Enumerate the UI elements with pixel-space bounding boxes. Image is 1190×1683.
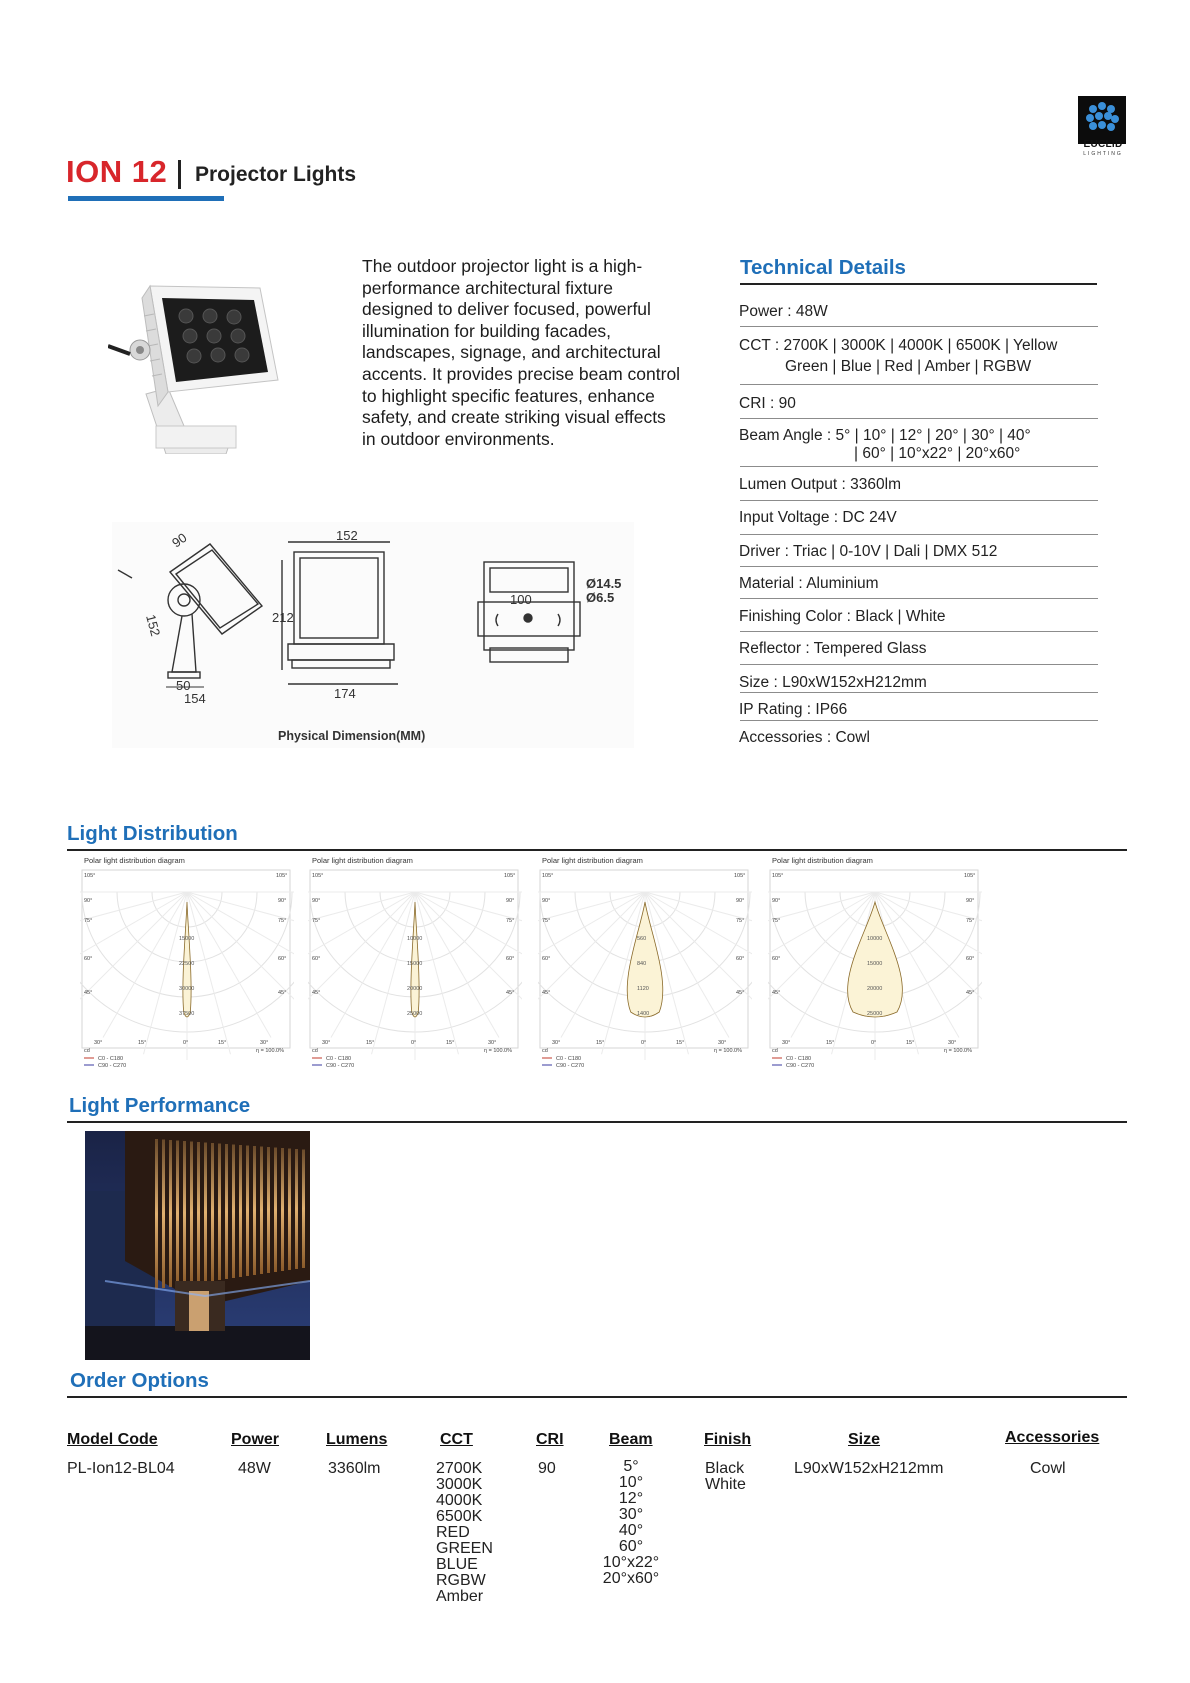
polar-radial <box>80 892 187 935</box>
product-title: Projector Lights <box>195 163 357 186</box>
polar-angle-label: 30° <box>718 1040 727 1046</box>
tech-finishing-color: Finishing Color : Black | White <box>739 608 946 625</box>
facade-fin <box>267 1147 270 1273</box>
polar-diagram-4 <box>768 856 982 1086</box>
polar-ring-label: 25000 <box>867 1011 883 1017</box>
polar-ring-label: 1400 <box>637 1011 650 1017</box>
polar-ring-label: 560 <box>637 936 647 942</box>
polar-efficiency-label: η = 100.0% <box>484 1048 512 1054</box>
cct-option: 3000K <box>436 1476 483 1493</box>
polar-angle-label: 75° <box>542 918 551 924</box>
polar-efficiency-label: η = 100.0% <box>714 1048 742 1054</box>
tech-divider <box>740 466 1098 467</box>
polar-angle-label: 45° <box>84 990 93 996</box>
cct-option: 6500K <box>436 1508 483 1525</box>
facade-fin <box>204 1143 207 1283</box>
polar-angle-label: 0° <box>641 1040 647 1046</box>
facade-fin <box>225 1144 228 1279</box>
polar-angle-label: 90° <box>312 898 321 904</box>
polar-radial <box>80 892 187 976</box>
polar-angle-label: 0° <box>183 1040 189 1046</box>
polar-diagram-3 <box>538 856 752 1086</box>
polar-beam-lobe <box>848 902 903 1017</box>
polar-radial <box>331 892 415 1037</box>
col-header-cct: CCT <box>440 1431 473 1448</box>
polar-angle-label: 60° <box>966 956 975 962</box>
cct-option: RGBW <box>436 1572 486 1589</box>
polar-angle-label: 0° <box>871 1040 877 1046</box>
polar-radial <box>308 892 415 935</box>
polar-unit-label: cd <box>312 1048 318 1054</box>
tech-power: Power : 48W <box>739 303 828 320</box>
tech-divider <box>740 500 1098 501</box>
cct-option: GREEN <box>436 1540 493 1557</box>
polar-legend-label: C0 - C180 <box>326 1056 352 1062</box>
facade-fin <box>274 1148 277 1273</box>
facade-fin <box>176 1141 179 1287</box>
performance-photo <box>85 1131 310 1360</box>
polar-angle-label: 60° <box>84 956 93 962</box>
order-options-rule <box>67 1396 1127 1398</box>
polar-angle-label: 30° <box>782 1040 791 1046</box>
polar-diagram-title: Polar light distribution diagram <box>772 856 873 865</box>
polar-ring-label: 15000 <box>867 961 883 967</box>
polar-angle-label: 105° <box>84 873 96 879</box>
title-underline <box>68 196 224 201</box>
polar-ring-label: 20000 <box>867 986 883 992</box>
polar-radial <box>103 892 187 1037</box>
polar-angle-label: 30° <box>488 1040 497 1046</box>
polar-angle-label: 45° <box>966 990 975 996</box>
polar-angle-label: 30° <box>260 1040 269 1046</box>
cct-option: RED <box>436 1524 470 1541</box>
facade-fin <box>288 1149 291 1271</box>
col-header-accessories: Accessories <box>1005 1429 1100 1446</box>
cct-option: Amber <box>436 1588 484 1605</box>
polar-chart <box>80 856 294 1086</box>
polar-angle-label: 75° <box>772 918 781 924</box>
polar-efficiency-label: η = 100.0% <box>256 1048 284 1054</box>
polar-angle-label: 90° <box>772 898 781 904</box>
order-options-heading: Order Options <box>70 1369 209 1392</box>
tech-divider <box>740 418 1098 419</box>
facade-fin <box>211 1143 214 1281</box>
facade-fin <box>239 1145 242 1277</box>
tech-divider <box>740 566 1098 567</box>
tech-divider <box>740 384 1098 385</box>
polar-angle-label: 90° <box>966 898 975 904</box>
polar-angle-label: 90° <box>506 898 515 904</box>
light-performance-rule <box>67 1121 1127 1123</box>
dim-label: Ø6.5 <box>586 590 615 605</box>
tech-cct <box>739 335 1097 377</box>
cell-accessories: Cowl <box>1030 1460 1066 1477</box>
polar-angle-label: 60° <box>506 956 515 962</box>
cell-lumens: 3360lm <box>328 1460 381 1477</box>
polar-angle-label: 60° <box>542 956 551 962</box>
cell-finish <box>705 1461 746 1493</box>
polar-legend-label: C0 - C180 <box>786 1056 812 1062</box>
facade-fin <box>169 1140 172 1287</box>
tech-accessories: Accessories : Cowl <box>739 729 870 746</box>
dim-label <box>143 613 163 638</box>
polar-angle-label: 0° <box>411 1040 417 1046</box>
polar-angle-label: 60° <box>772 956 781 962</box>
tech-divider <box>740 631 1098 632</box>
polar-beam-lobe <box>411 902 419 1017</box>
facade-fin <box>302 1150 305 1269</box>
polar-angle-label: 105° <box>312 873 324 879</box>
cct-option: 4000K <box>436 1492 483 1509</box>
polar-ring-label: 37500 <box>179 1011 195 1017</box>
cell-power: 48W <box>238 1460 271 1477</box>
polar-unit-label: cd <box>84 1048 90 1054</box>
col-header-cri: CRI <box>536 1431 564 1448</box>
beam-option: 30° <box>618 1506 644 1523</box>
polar-diagram-2 <box>308 856 522 1086</box>
polar-angle-label: 105° <box>504 873 516 879</box>
polar-angle-label: 105° <box>542 873 554 879</box>
polar-efficiency-label: η = 100.0% <box>944 1048 972 1054</box>
tech-divider <box>740 720 1098 721</box>
polar-angle-label: 15° <box>826 1040 835 1046</box>
facade-fin <box>162 1140 165 1289</box>
svg-text:90: 90 <box>169 529 190 551</box>
polar-angle-label: 15° <box>906 1040 915 1046</box>
tech-ip-rating: IP Rating : IP66 <box>739 701 848 718</box>
polar-angle-label: 30° <box>94 1040 103 1046</box>
tech-reflector: Reflector : Tempered Glass <box>739 640 927 657</box>
polar-ring-label: 30000 <box>179 986 195 992</box>
tech-size: Size : L90xW152xH212mm <box>739 674 927 691</box>
finish-option: White <box>705 1476 746 1493</box>
polar-ring-label: 1120 <box>637 986 649 992</box>
polar-angle-label: 15° <box>138 1040 147 1046</box>
polar-ring-label: 15000 <box>179 936 195 942</box>
col-header-power: Power <box>231 1431 280 1448</box>
tech-details-heading: Technical Details <box>740 256 906 279</box>
col-header-finish: Finish <box>704 1431 752 1448</box>
polar-radial <box>415 892 522 976</box>
polar-ring-label: 15000 <box>407 961 423 967</box>
product-image <box>108 276 284 454</box>
polar-angle-label: 15° <box>446 1040 455 1046</box>
tech-cri: CRI : 90 <box>739 395 796 412</box>
tech-divider <box>740 664 1098 665</box>
tech-details-rule <box>740 283 1097 285</box>
polar-angle-label: 75° <box>312 918 321 924</box>
beam-option: 40° <box>618 1522 644 1539</box>
cell-cct <box>436 1461 493 1605</box>
facade-fin <box>281 1148 284 1271</box>
polar-angle-label: 60° <box>312 956 321 962</box>
polar-chart <box>538 856 752 1086</box>
polar-chart <box>768 856 982 1086</box>
polar-unit-label: cd <box>772 1048 778 1054</box>
polar-angle-label: 75° <box>966 918 975 924</box>
polar-radial <box>538 892 645 976</box>
polar-angle-label: 15° <box>596 1040 605 1046</box>
polar-angle-label: 15° <box>366 1040 375 1046</box>
title-divider <box>178 160 181 189</box>
polar-diagram-title: Polar light distribution diagram <box>542 856 643 865</box>
polar-ring-label: 20000 <box>407 986 423 992</box>
product-model: ION 12 <box>66 154 168 189</box>
light-distribution-rule <box>67 849 1127 851</box>
beam-option: 10°x22° <box>602 1554 660 1571</box>
facade-fin <box>218 1144 221 1281</box>
polar-beam-lobe <box>183 902 191 1017</box>
brand-name: EUCLID <box>1083 139 1123 150</box>
brand-logo <box>1078 96 1126 144</box>
brand-tagline: LIGHTING <box>1083 151 1123 157</box>
polar-ring-label: 840 <box>637 961 647 967</box>
logo-mark-icon <box>1078 96 1126 144</box>
polar-angle-label: 30° <box>322 1040 331 1046</box>
svg-text:152: 152 <box>143 612 164 638</box>
polar-angle-label: 75° <box>506 918 515 924</box>
tech-divider <box>740 598 1098 599</box>
tech-cct-line2: Green | Blue | Red | Amber | RGBW <box>785 358 1032 375</box>
polar-diagram-title: Polar light distribution diagram <box>312 856 413 865</box>
col-header-model-code: Model Code <box>67 1431 158 1448</box>
polar-angle-label: 105° <box>772 873 784 879</box>
facade-fin <box>155 1139 158 1289</box>
polar-diagram-1 <box>80 856 294 1086</box>
polar-legend-label: C90 - C270 <box>786 1063 815 1069</box>
polar-legend-label: C90 - C270 <box>98 1063 127 1069</box>
tech-divider <box>740 534 1098 535</box>
facade-fin <box>260 1147 263 1275</box>
polar-angle-label: 90° <box>84 898 93 904</box>
tech-beam-line1: Beam Angle : 5° | 10° | 12° | 20° | 30° | 40° <box>739 427 1031 444</box>
dimension-drawing <box>112 522 634 748</box>
dim-label: 152 <box>336 528 358 543</box>
cell-size: L90xW152xH212mm <box>794 1460 944 1477</box>
polar-angle-label: 45° <box>772 990 781 996</box>
finish-option: Black <box>705 1460 745 1477</box>
polar-angle-label: 75° <box>84 918 93 924</box>
polar-angle-label: 90° <box>736 898 745 904</box>
tech-input-voltage: Input Voltage : DC 24V <box>739 509 897 526</box>
polar-angle-label: 105° <box>276 873 288 879</box>
tech-lumen-output: Lumen Output : 3360lm <box>739 476 901 493</box>
dim-label: 154 <box>184 691 206 706</box>
cell-beam <box>596 1459 666 1587</box>
facade-fin <box>183 1141 186 1285</box>
polar-angle-label: 45° <box>736 990 745 996</box>
dim-label: 174 <box>334 686 356 701</box>
dim-label <box>169 530 189 551</box>
polar-ring-label: 10000 <box>867 936 883 942</box>
polar-angle-label: 45° <box>506 990 515 996</box>
polar-chart <box>308 856 522 1086</box>
facade-fin <box>232 1145 235 1279</box>
product-description: The outdoor projector light is a high-performance architectural fixture designed to deliver focused, powerful illumination for building facades, landscapes, signage, and architectural accents. It provides precise beam control to highlight specific features, enhance safety, and create striking visual effects in outdoor environments. <box>362 256 681 449</box>
polar-angle-label: 60° <box>278 956 287 962</box>
col-header-size: Size <box>848 1431 881 1448</box>
light-performance-heading: Light Performance <box>69 1094 251 1117</box>
polar-legend-label: C90 - C270 <box>556 1063 585 1069</box>
polar-ring-label: 25000 <box>407 1011 423 1017</box>
tech-material: Material : Aluminium <box>739 575 879 592</box>
polar-radial <box>308 892 415 976</box>
polar-beam-lobe <box>627 902 663 1017</box>
col-header-lumens: Lumens <box>326 1431 388 1448</box>
beam-option: 12° <box>618 1490 644 1507</box>
polar-radial <box>187 892 271 1037</box>
polar-diagram-title: Polar light distribution diagram <box>84 856 185 865</box>
cct-option: BLUE <box>436 1556 478 1573</box>
polar-angle-label: 75° <box>278 918 287 924</box>
polar-angle-label: 15° <box>676 1040 685 1046</box>
polar-radial <box>187 892 294 976</box>
cell-cri: 90 <box>538 1460 556 1477</box>
polar-ring-label: 10000 <box>407 936 423 942</box>
facade-fin <box>246 1146 249 1277</box>
tech-driver: Driver : Triac | 0-10V | Dali | DMX 512 <box>739 543 998 560</box>
dim-label: 100 <box>510 592 532 607</box>
polar-radial <box>415 892 499 1037</box>
dim-label: 50 <box>176 678 191 693</box>
polar-radial <box>538 892 645 935</box>
polar-angle-label: 45° <box>312 990 321 996</box>
polar-legend-label: C90 - C270 <box>326 1063 355 1069</box>
beam-option: 5° <box>623 1458 639 1475</box>
dim-label: Ø14.5 <box>586 576 622 591</box>
beam-option: 20°x60° <box>602 1570 660 1587</box>
polar-legend-label: C0 - C180 <box>556 1056 582 1062</box>
polar-radial <box>645 892 752 976</box>
facade-fin <box>295 1149 298 1269</box>
tech-beam-angle <box>739 427 1097 463</box>
dimension-caption: Physical Dimension(MM) <box>278 729 426 743</box>
polar-legend-label: C0 - C180 <box>98 1056 124 1062</box>
polar-angle-label: 45° <box>542 990 551 996</box>
cct-option: 2700K <box>436 1460 483 1477</box>
polar-angle-label: 105° <box>734 873 746 879</box>
cell-model-code: PL-Ion12-BL04 <box>67 1460 175 1477</box>
polar-radial <box>768 892 875 935</box>
polar-angle-label: 90° <box>278 898 287 904</box>
light-distribution-heading: Light Distribution <box>67 822 238 845</box>
polar-angle-label: 45° <box>278 990 287 996</box>
facade-fin <box>197 1142 200 1283</box>
polar-angle-label: 30° <box>552 1040 561 1046</box>
polar-angle-label: 105° <box>964 873 976 879</box>
facade-fin <box>253 1146 256 1275</box>
tech-divider <box>740 326 1098 327</box>
beam-option: 60° <box>618 1538 644 1555</box>
col-header-beam: Beam <box>609 1431 653 1448</box>
dim-label: 212 <box>272 610 294 625</box>
polar-unit-label: cd <box>542 1048 548 1054</box>
polar-angle-label: 90° <box>542 898 551 904</box>
polar-ring-label: 22500 <box>179 961 195 967</box>
beam-option: 10° <box>618 1474 644 1491</box>
tech-cct-line1: CCT : 2700K | 3000K | 4000K | 6500K | Yellow <box>739 337 1058 354</box>
polar-angle-label: 75° <box>736 918 745 924</box>
polar-angle-label: 30° <box>948 1040 957 1046</box>
polar-angle-label: 15° <box>218 1040 227 1046</box>
tech-beam-line2: | 60° | 10°x22° | 20°x60° <box>854 445 1021 462</box>
tech-divider <box>740 692 1098 693</box>
polar-angle-label: 60° <box>736 956 745 962</box>
facade-fin <box>190 1142 193 1285</box>
